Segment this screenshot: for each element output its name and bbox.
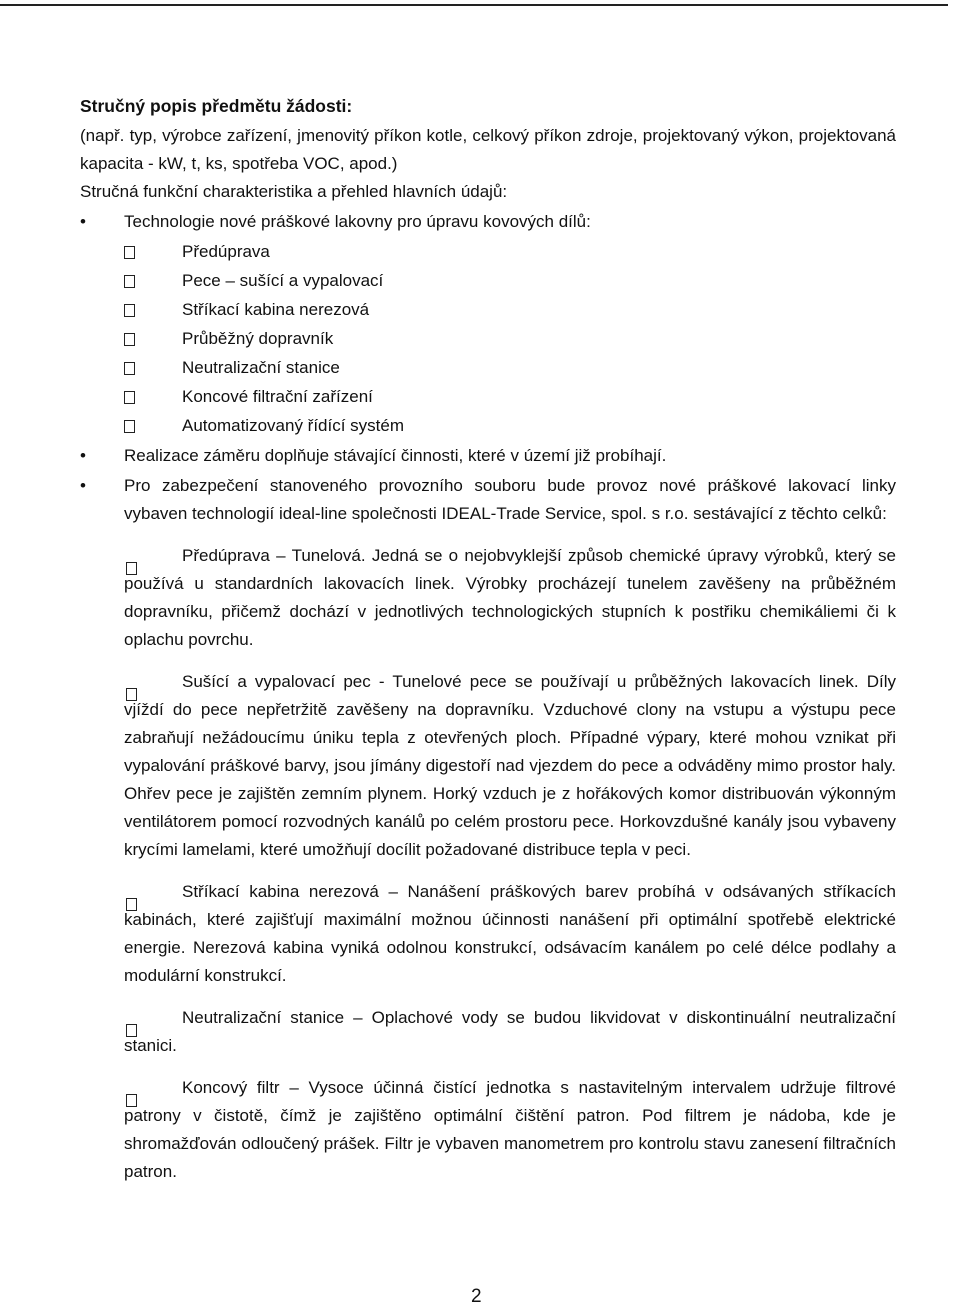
section-neutralization (80, 1004, 896, 1060)
list-item: Průběžný dopravník (80, 326, 896, 352)
bullet-dot: • (80, 446, 86, 465)
section-text: - Tunelové pece se používají u průběžných lakovacích linek. Díly vjíždí do pece nepřetržitě zavěšeny na dopravníku. Vzduchové clony na vstupu a výstupu pece zabraňují nežádoucímu úniku tepla z otevřených ploch. Případné výpary, které mohou vznikat při vypalování práškové barvy, jsou jímány digestoří nad vjezdem do pece a odváděny mimo prostor haly. Ohřev pece je zajištěn zemním plynem. Horký vzduch je z hořákových komor distribuován výkonným ventilátorem pomocí rozvodných kanálů po celém prostoru pece. Horkovzdušné kanály jsou vybaveny krycími lamelami, které umožňují docílit požadované distribuce tepla v peci. (124, 672, 896, 859)
bullet-text: Pro zabezpečení stanoveného provozního souboru bude provoz nové práškové lakovací linky vybaven technologií ideal-line společnosti IDEAL-Trade Service, spol. s r.o. sestávající z těchto celků: (124, 476, 896, 523)
checkbox-icon (124, 246, 135, 259)
bullet-realization (80, 442, 896, 470)
checkbox-icon (126, 562, 137, 575)
checkbox-icon (124, 333, 135, 346)
section-text: – Vysoce účinná čistící jednotka s nastavitelným intervalem udržuje filtrové patrony v čistotě, čímž je zajištěno optimální čištění patron. Pod filtrem je nádoba, kde je shromažďován odloučený prášek. Filtr je vybaven manometrem pro kontrolu stavu zanesení filtračních patron. (124, 1078, 897, 1181)
section-lead: Stříkací kabina nerezová (182, 882, 389, 901)
checkbox-icon (126, 1094, 137, 1107)
component-list (80, 239, 896, 439)
list-item: Pece – sušící a vypalovací (80, 268, 896, 294)
checkbox-icon (126, 898, 137, 911)
section-text: – Oplachové vody se budou likvidovat v diskontinuální neutralizační stanici. (124, 1008, 896, 1055)
bullet-text: Realizace záměru doplňuje stávající činnosti, které v území již probíhají. (124, 446, 667, 465)
section-text: Jedná se o nejobvyklejší způsob chemické úpravy výrobků, který se používá u standardních lakovacích linek. Výrobky procházejí tunelem zavěšeny na průběžném dopravníku, přičemž dochází v jednotlivých technologických stupních k postřiku chemikáliemi či k oplachu povrchu. (124, 546, 897, 649)
checkbox-icon (124, 304, 135, 317)
intro-text: (např. typ, výrobce zařízení, jmenovitý příkon kotle, celkový příkon zdroje, projektovaný výkon, projektovaná kapacita - kW, t, ks, spotřeba VOC, apod.) (80, 126, 896, 173)
bullet-technology (80, 208, 896, 236)
checkbox-icon (126, 688, 137, 701)
section-oven (80, 668, 896, 864)
checkbox-icon (124, 275, 135, 288)
bullet-text: Technologie nové práškové lakovny pro úpravu kovových dílů: (124, 212, 591, 231)
section-final-filter (80, 1074, 896, 1186)
document-page (80, 92, 896, 1186)
section-lead: Koncový filtr (182, 1078, 290, 1097)
list-item: Automatizovaný řídící systém (80, 413, 896, 439)
bullet-dot: • (80, 476, 86, 495)
checkbox-icon (124, 420, 135, 433)
page-title: Stručný popis předmětu žádosti: (80, 96, 353, 116)
checkbox-icon (124, 391, 135, 404)
characteristics-heading: Stručná funkční charakteristika a přehled hlavních údajů: (80, 182, 508, 201)
section-text: – Nanášení práškových barev probíhá v odsávaných stříkacích kabinách, které zajišťují maximální možnou účinnosti nanášení při optimální spotřebě elektrické energie. Nerezová kabina vyniká odolnou konstrukcí, odsávacím kanálem po celé délce podlahy a modulární konstrukcí. (124, 882, 896, 985)
checkbox-icon (124, 362, 135, 375)
top-rule (0, 4, 948, 6)
list-item: Stříkací kabina nerezová (80, 297, 896, 323)
page-number: 2 (471, 1286, 482, 1307)
section-spray-booth (80, 878, 896, 990)
section-lead: Neutralizační stanice (182, 1008, 354, 1027)
section-pretreatment (80, 542, 896, 654)
section-lead: Předúprava – Tunelová. (182, 546, 372, 565)
bullet-dot: • (80, 212, 86, 231)
list-item: Koncové filtrační zařízení (80, 384, 896, 410)
checkbox-icon (126, 1024, 137, 1037)
section-lead: Sušící a vypalovací pec (182, 672, 379, 691)
list-item: Neutralizační stanice (80, 355, 896, 381)
list-item: Předúprava (80, 239, 896, 265)
bullet-provision (80, 472, 896, 528)
